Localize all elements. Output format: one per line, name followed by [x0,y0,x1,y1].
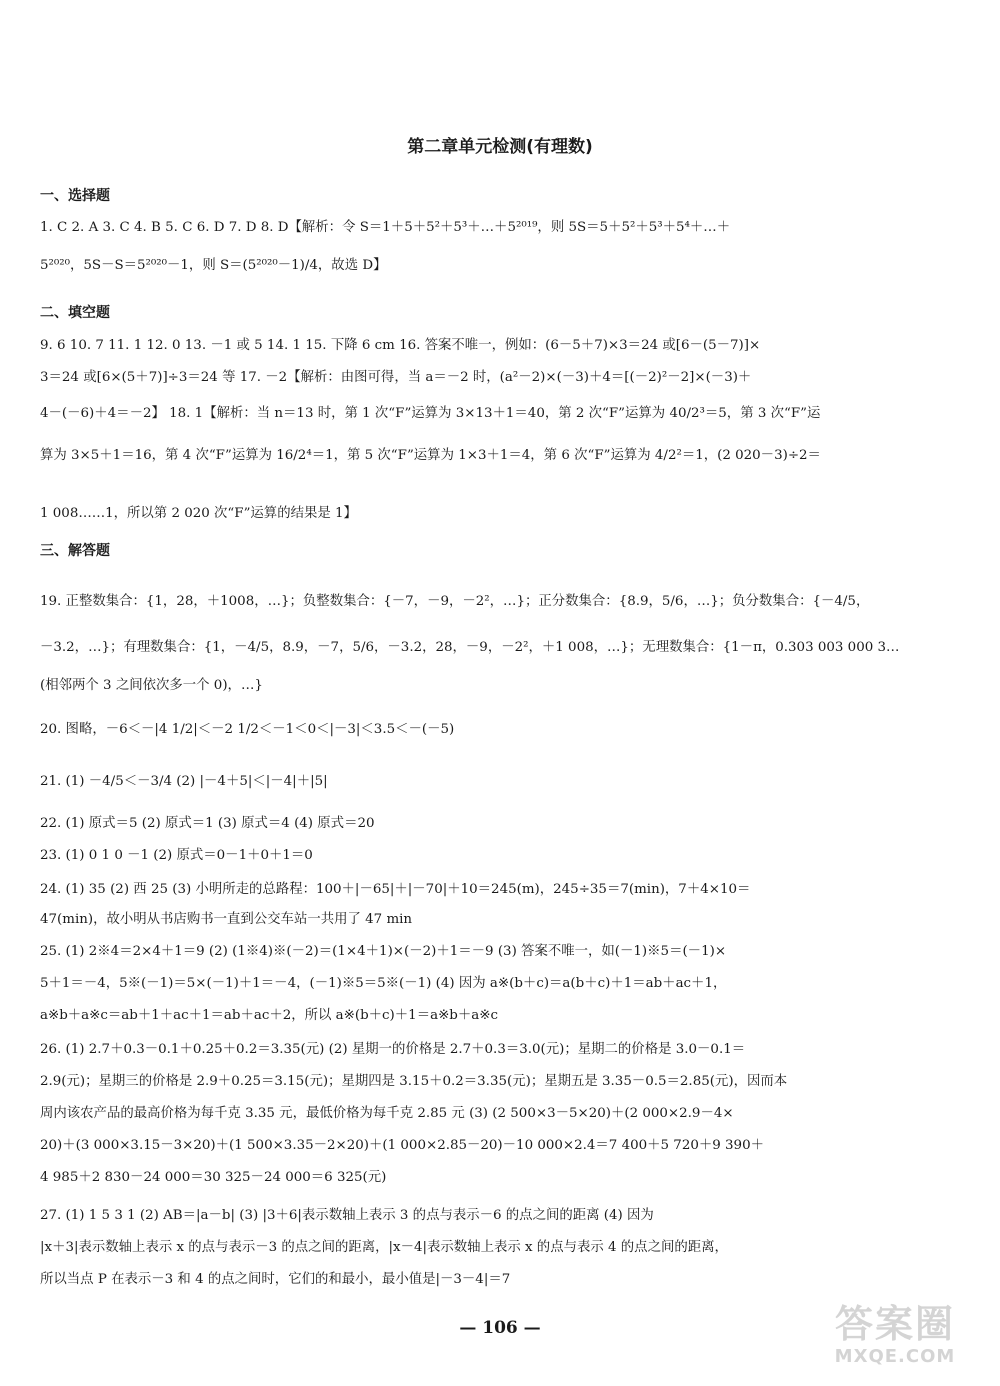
answer-line: 1 008……1，所以第 2 020 次“F”运算的结果是 1】 [40,506,357,521]
answer-line: 9. 6 10. 7 11. 1 12. 0 13. －1 或 5 14. 1 15. 下降 6 cm 16. 答案不唯一，例如：(6－5＋7)×3＝24 或[6－(5－7)]× [40,338,761,353]
answer-line: 周内该农产品的最高价格为每千克 3.35 元，最低价格为每千克 2.85 元 (3) (2 500×3－5×20)＋(2 000×2.9－4× [40,1106,734,1121]
answer-line: |x＋3|表示数轴上表示 x 的点与表示－3 的点之间的距离，|x－4|表示数轴上表示 x 的点与表示 4 的点之间的距离， [40,1240,728,1255]
answer-line: 25. (1) 2※4＝2×4＋1＝9 (2) (1※4)※(－2)＝(1×4＋1)×(－2)＋1＝－9 (3) 答案不唯一，如(－1)※5＝(－1)× [40,944,727,959]
answer-line: 24. (1) 35 (2) 西 25 (3) 小明所走的总路程：100＋|－65|＋|－70|＋10＝245(m)，245÷35＝7(min)，7＋4×10＝ [40,882,751,897]
section-heading-fill: 二、填空题 [40,305,110,321]
section-heading-choice: 一、选择题 [40,188,110,204]
answer-line: 23. (1) 0 1 0 －1 (2) 原式＝0－1＋0＋1＝0 [40,848,313,863]
answer-line: 5＋1＝－4，5※(－1)＝5×(－1)＋1＝－4，(－1)※5＝5※(－1) (4) 因为 a※(b＋c)＝a(b＋c)＋1＝ab＋ac＋1， [40,976,727,991]
answer-line: 1. C 2. A 3. C 4. B 5. C 6. D 7. D 8. D【解析：令 S＝1＋5＋5²＋5³＋…＋5²⁰¹⁹，则 5S＝5＋5²＋5³＋5⁴＋…＋ [40,220,731,235]
answer-line: (相邻两个 3 之间依次多一个 0)，…} [40,678,263,693]
answer-line: a※b＋a※c＝ab＋1＋ac＋1＝ab＋ac＋2，所以 a※(b＋c)＋1＝a※b＋a※c [40,1008,498,1023]
section-heading-solve: 三、解答题 [40,543,110,559]
answer-line: 所以当点 P 在表示－3 和 4 的点之间时，它们的和最小，最小值是|－3－4|＝7 [40,1272,511,1287]
answer-line: 4－(－6)＋4＝－2】 18. 1【解析：当 n＝13 时，第 1 次“F”运算为 3×13＋1＝40，第 2 次“F”运算为 40/2³＝5，第 3 次“F”运 [40,406,821,421]
answer-line: 2.9(元)；星期三的价格是 2.9＋0.25＝3.15(元)；星期四是 3.15＋0.2＝3.35(元)；星期五是 3.35－0.5＝2.85(元)，因而本 [40,1074,788,1089]
answer-line: 21. (1) －4/5＜－3/4 (2) |－4＋5|＜|－4|＋|5| [40,774,328,789]
answer-line: 算为 3×5＋1＝16，第 4 次“F”运算为 16/2⁴＝1，第 5 次“F”运算为 1×3＋1＝4，第 6 次“F”运算为 4/2²＝1，(2 020－3)÷2＝ [40,448,821,463]
answer-line: 26. (1) 2.7＋0.3－0.1＋0.25＋0.2＝3.35(元) (2) 星期一的价格是 2.7＋0.3＝3.0(元)；星期二的价格是 3.0－0.1＝ [40,1042,746,1057]
answer-line: 3＝24 或[6×(5＋7)]÷3＝24 等 17. －2【解析：由图可得，当 a＝－2 时，(a²－2)×(－3)＋4＝[(－2)²－2]×(－3)＋ [40,370,752,385]
answer-line: 27. (1) 1 5 3 1 (2) AB＝|a－b| (3) |3＋6|表示数轴上表示 3 的点与表示－6 的点之间的距离 (4) 因为 [40,1208,654,1223]
page-title: 第二章单元检测(有理数) [407,137,593,157]
answer-line: 20)＋(3 000×3.15－3×20)＋(1 500×3.35－2×20)＋(1 000×2.85－20)－10 000×2.4＝7 400＋5 720＋9 390＋ [40,1138,764,1153]
watermark-url: MXQE.COM [834,1346,956,1367]
watermark-text: 答案圈 [834,1302,955,1346]
answer-line: 5²⁰²⁰，5S－S＝5²⁰²⁰－1，则 S＝(5²⁰²⁰－1)/4，故选 D】 [40,258,387,273]
answer-line: 47(min)，故小明从书店购书一直到公交车站一共用了 47 min [40,912,413,927]
answer-line: 22. (1) 原式＝5 (2) 原式＝1 (3) 原式＝4 (4) 原式＝20 [40,816,375,831]
answer-line: 19. 正整数集合：{1，28，＋1008，…}；负整数集合：{－7，－9，－2²，…}；正分数集合：{8.9，5/6，…}；负分数集合：{－4/5， [40,594,870,609]
answer-line: 4 985＋2 830－24 000＝30 325－24 000＝6 325(元) [40,1170,387,1185]
answer-line: －3.2，…}；有理数集合：{1，－4/5，8.9，－7，5/6，－3.2，28，－9，－2²，＋1 008，…}；无理数集合：{1－π，0.303 003 000 3… [40,640,900,655]
watermark-logo [810,1302,980,1372]
answer-line: 20. 图略，－6＜－|4 1/2|＜－2 1/2＜－1＜0＜|－3|＜3.5＜－(－5) [40,722,455,737]
page-number: — 106 — [459,1318,541,1338]
